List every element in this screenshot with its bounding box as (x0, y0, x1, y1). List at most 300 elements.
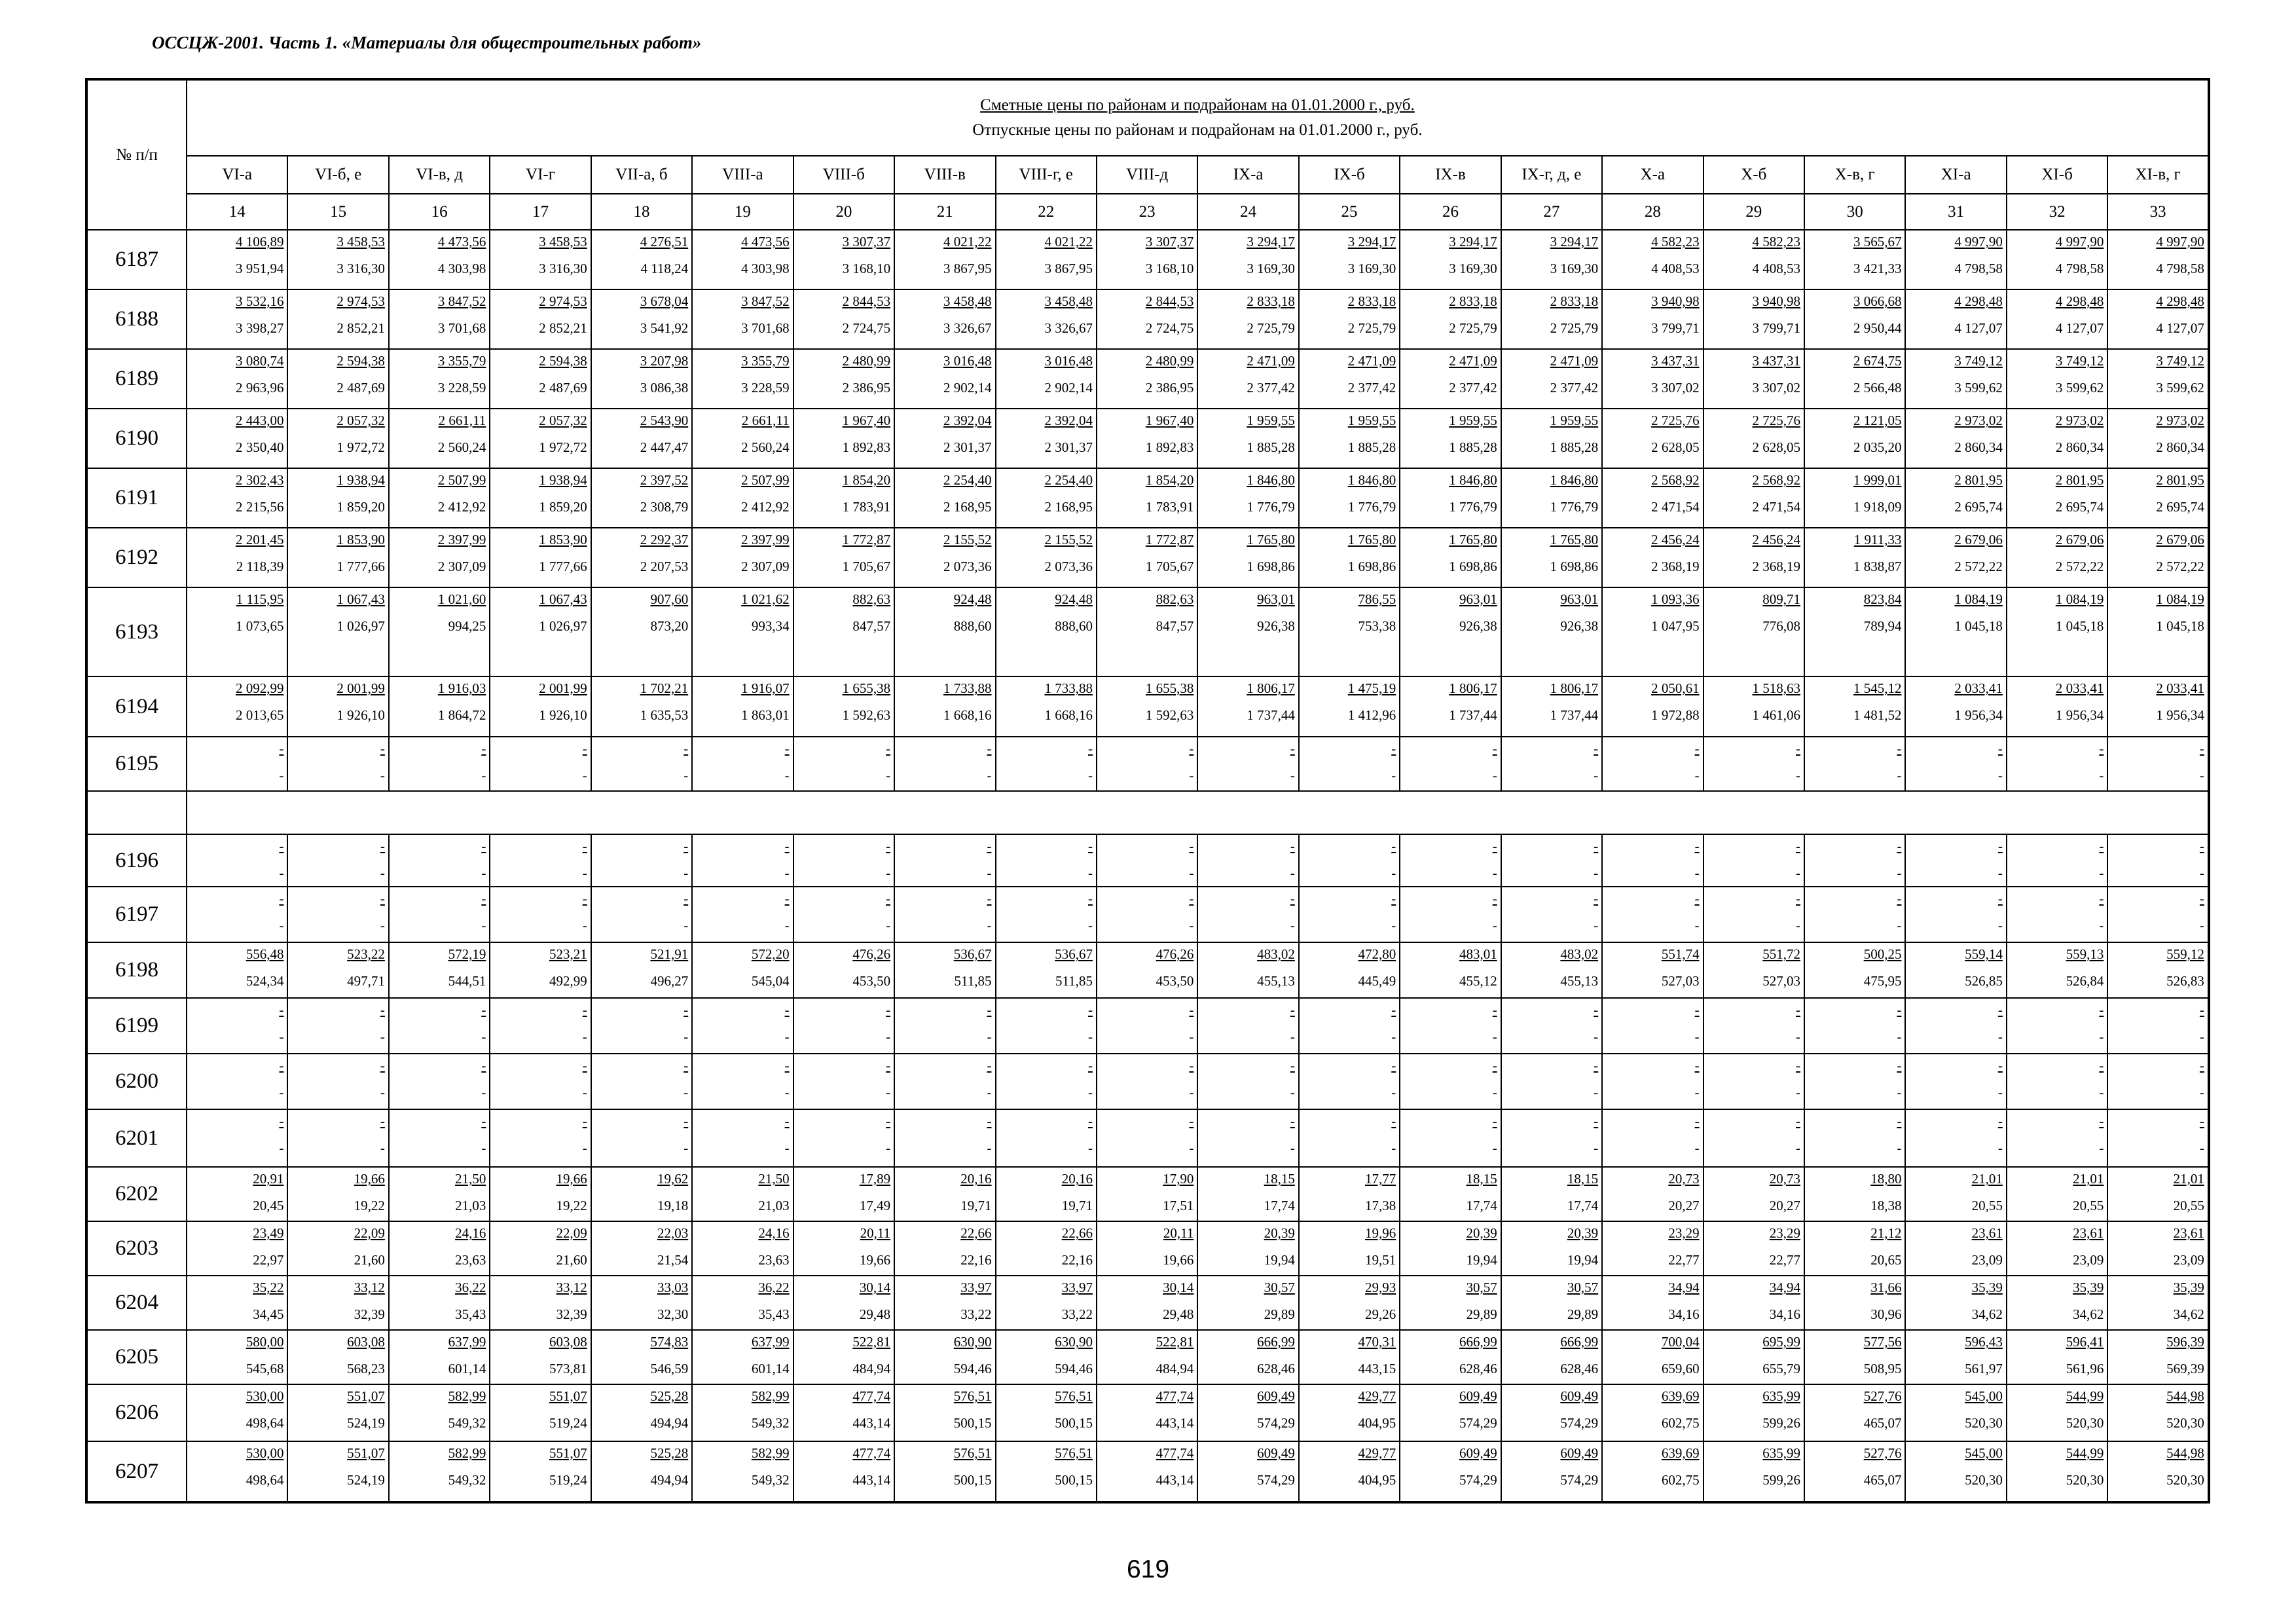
estimated-price: 666,99 (1459, 1334, 1497, 1350)
estimated-price: 1 765,80 (1247, 532, 1295, 547)
estimated-price: - (2099, 1058, 2104, 1073)
estimated-price: 1 846,80 (1550, 472, 1599, 488)
price-cell (1804, 676, 1905, 737)
estimated-price: 1 967,40 (842, 413, 891, 428)
price-cell (793, 409, 894, 468)
price-cell (490, 1330, 591, 1384)
release-price: 594,46 (953, 1361, 992, 1376)
release-price: - (1897, 767, 1902, 783)
release-price: - (2099, 767, 2104, 783)
release-price: 443,14 (1156, 1415, 1194, 1431)
estimated-price: 24,16 (455, 1225, 486, 1241)
price-cell (996, 1441, 1097, 1502)
row-number: 6194 (86, 676, 187, 737)
region-header: VI-г (490, 156, 591, 194)
price-cell (1400, 1054, 1501, 1109)
estimated-price: 551,72 (1762, 946, 1800, 962)
estimated-price: 2 456,24 (1651, 532, 1700, 547)
estimated-price: - (2099, 741, 2104, 756)
price-cell (1197, 942, 1298, 998)
price-cell (1097, 528, 1197, 587)
release-price: 4 408,53 (1651, 261, 1700, 276)
release-price: - (1492, 1029, 1497, 1044)
release-price: 2 301,37 (1044, 439, 1093, 455)
release-price: 2 560,24 (741, 439, 790, 455)
release-price: 2 487,69 (539, 380, 587, 396)
release-price: 1 045,18 (2055, 618, 2104, 634)
price-cell (187, 349, 287, 409)
release-price: 628,46 (1459, 1361, 1497, 1376)
release-price: 30,96 (1870, 1306, 1902, 1322)
price-cell (996, 587, 1097, 676)
price-cell (2107, 942, 2209, 998)
price-cell (692, 1054, 793, 1109)
price-cell (2107, 1167, 2209, 1221)
column-number: 28 (1602, 194, 1703, 230)
price-cell (894, 468, 995, 528)
price-cell (490, 1167, 591, 1221)
estimated-price: - (279, 1002, 284, 1018)
estimated-price: 525,28 (650, 1388, 689, 1404)
estimated-price: 23,61 (2073, 1225, 2104, 1241)
release-price: 1 885,28 (1247, 439, 1295, 455)
price-cell (1400, 1167, 1501, 1221)
estimated-price: - (1694, 1113, 1700, 1129)
estimated-price: 2 392,04 (1044, 413, 1093, 428)
estimated-price: 2 833,18 (1449, 293, 1497, 309)
price-cell (187, 1167, 287, 1221)
price-cell (389, 230, 490, 289)
release-price: 2 852,21 (337, 320, 385, 336)
price-cell (591, 289, 692, 349)
release-price: 1 776,79 (1247, 499, 1295, 515)
price-cell (1299, 230, 1400, 289)
release-prices-title: Отпускные цены по районам и подрайонам на 01.01.2000 г., руб. (972, 121, 1423, 139)
price-cell (2007, 1109, 2107, 1167)
price-cell (1299, 834, 1400, 887)
release-price: 776,08 (1762, 618, 1800, 634)
estimated-price: 2 033,41 (2156, 680, 2204, 696)
release-price: 527,03 (1661, 973, 1700, 989)
price-cell (996, 887, 1097, 942)
estimated-price: - (1594, 891, 1599, 906)
estimated-price: - (1189, 1113, 1194, 1129)
price-cell (1299, 1384, 1400, 1441)
release-price: 524,19 (347, 1415, 385, 1431)
price-cell (2107, 1276, 2209, 1330)
price-cell (692, 230, 793, 289)
release-price: 29,89 (1466, 1306, 1497, 1322)
price-cell (2107, 1330, 2209, 1384)
estimated-price: 4 298,48 (2156, 293, 2204, 309)
price-cell (1704, 409, 1804, 468)
price-cell (490, 834, 591, 887)
release-price: 1 776,79 (1347, 499, 1396, 515)
price-cell (187, 942, 287, 998)
price-cell (1804, 468, 1905, 528)
region-header: IX-в (1400, 156, 1501, 194)
row-number-header: № п/п (86, 79, 187, 230)
price-cell (287, 1276, 388, 1330)
estimated-price: 2 001,99 (539, 680, 587, 696)
estimated-price: 786,55 (1358, 591, 1396, 607)
price-cell (996, 942, 1097, 998)
release-price: - (481, 1140, 486, 1156)
estimated-prices-title: Сметные цены по районам и подрайонам на 01.01.2000 г., руб. (980, 96, 1415, 114)
estimated-price: 1 655,38 (1145, 680, 1194, 696)
release-price: 4 303,98 (741, 261, 790, 276)
price-cell (1097, 1441, 1197, 1502)
price-cell (1097, 230, 1197, 289)
estimated-price: 609,49 (1257, 1388, 1295, 1404)
release-price: - (683, 917, 689, 933)
release-price: 1 668,16 (1044, 707, 1093, 723)
release-price: 1 926,10 (539, 707, 587, 723)
estimated-price: 1 655,38 (842, 680, 891, 696)
release-price: 1 073,65 (235, 618, 284, 634)
release-price: 2 860,34 (2156, 439, 2204, 455)
estimated-price: 1 702,21 (640, 680, 689, 696)
price-cell (793, 834, 894, 887)
release-price: 1 737,44 (1449, 707, 1497, 723)
estimated-price: - (1897, 1058, 1902, 1073)
estimated-price: 3 294,17 (1550, 234, 1599, 249)
estimated-price: 2 973,02 (2156, 413, 2204, 428)
release-price: 3 599,62 (1954, 380, 2003, 396)
release-price: 549,32 (751, 1415, 790, 1431)
estimated-price: 35,39 (2173, 1280, 2204, 1295)
estimated-price: - (1391, 838, 1396, 854)
estimated-price: 630,90 (953, 1334, 992, 1350)
price-cell (389, 1167, 490, 1221)
price-cell (1197, 409, 1298, 468)
release-price: 443,14 (852, 1472, 891, 1488)
price-cell (1905, 676, 2006, 737)
estimated-price: 4 997,90 (2156, 234, 2204, 249)
release-price: 29,48 (1163, 1306, 1194, 1322)
estimated-price: 20,39 (1466, 1225, 1497, 1241)
price-cell (1602, 587, 1703, 676)
price-cell (187, 289, 287, 349)
price-cell (1501, 834, 1602, 887)
release-price: 873,20 (650, 618, 689, 634)
estimated-price: 1 765,80 (1550, 532, 1599, 547)
estimated-price: - (1796, 1002, 1800, 1018)
release-price: 546,59 (650, 1361, 689, 1376)
price-cell (490, 587, 591, 676)
release-price: 847,57 (1156, 618, 1194, 634)
estimated-price: - (582, 838, 587, 854)
release-price: 2 215,56 (235, 499, 284, 515)
estimated-price: - (886, 1113, 891, 1129)
release-price: - (1796, 1140, 1800, 1156)
release-price: 2 695,74 (1954, 499, 2003, 515)
row-number: 6197 (86, 887, 187, 942)
release-price: 520,30 (2066, 1472, 2104, 1488)
price-cell (692, 587, 793, 676)
release-price: 404,95 (1358, 1415, 1396, 1431)
price-cell (996, 409, 1097, 468)
estimated-price: 2 302,43 (235, 472, 284, 488)
region-header: XI-в, г (2107, 156, 2209, 194)
release-price: 1 864,72 (437, 707, 486, 723)
price-cell (2107, 289, 2209, 349)
release-price: 4 118,24 (640, 261, 689, 276)
release-price: - (1492, 1084, 1497, 1100)
estimated-price: 1 806,17 (1247, 680, 1295, 696)
release-price: 3 541,92 (640, 320, 689, 336)
estimated-price: 21,01 (2073, 1171, 2104, 1187)
release-price: 2 308,79 (640, 499, 689, 515)
column-number: 31 (1905, 194, 2006, 230)
price-cell (490, 998, 591, 1054)
release-price: 1 956,34 (1954, 707, 2003, 723)
estimated-price: 17,89 (859, 1171, 891, 1187)
estimated-price: - (1694, 838, 1700, 854)
price-cell (1097, 1167, 1197, 1221)
price-cell (1400, 1221, 1501, 1276)
estimated-price: 4 021,22 (943, 234, 992, 249)
price-cell (692, 1276, 793, 1330)
estimated-price: - (886, 838, 891, 854)
price-cell (389, 1109, 490, 1167)
price-cell (2007, 1276, 2107, 1330)
price-cell (591, 887, 692, 942)
price-cell (1400, 1276, 1501, 1330)
estimated-price: - (1694, 1058, 1700, 1073)
release-price: - (1997, 1084, 2003, 1100)
estimated-price: - (582, 1002, 587, 1018)
price-cell (894, 528, 995, 587)
estimated-price: - (582, 1058, 587, 1073)
release-price: 2 301,37 (943, 439, 992, 455)
release-price: - (1796, 1084, 1800, 1100)
estimated-price: 20,16 (960, 1171, 992, 1187)
estimated-price: - (1290, 838, 1295, 854)
price-cell (1097, 1054, 1197, 1109)
price-cell (2007, 1330, 2107, 1384)
table-row (86, 1167, 2209, 1221)
estimated-price: 19,66 (354, 1171, 385, 1187)
release-price: 494,94 (650, 1472, 689, 1488)
price-cell (996, 289, 1097, 349)
estimated-price: 1 854,20 (1145, 472, 1194, 488)
estimated-price: - (886, 1058, 891, 1073)
price-cell (490, 1384, 591, 1441)
estimated-price: 18,80 (1870, 1171, 1902, 1187)
estimated-price: 2 674,75 (1853, 353, 1902, 369)
estimated-price: 2 001,99 (337, 680, 385, 696)
price-cell (996, 998, 1097, 1054)
estimated-price: 924,48 (1055, 591, 1093, 607)
price-cell (1501, 230, 1602, 289)
price-cell (187, 587, 287, 676)
release-price: 1 926,10 (337, 707, 385, 723)
estimated-price: 477,74 (852, 1388, 891, 1404)
estimated-price: 2 033,41 (1954, 680, 2003, 696)
price-cell (1400, 1384, 1501, 1441)
release-price: - (481, 1084, 486, 1100)
price-cell (1905, 1054, 2006, 1109)
release-price: - (1391, 767, 1396, 783)
release-price: - (279, 767, 284, 783)
estimated-price: 1 967,40 (1145, 413, 1194, 428)
estimated-price: 637,99 (448, 1334, 486, 1350)
price-cell (1400, 998, 1501, 1054)
price-cell (1602, 1109, 1703, 1167)
release-price: - (1997, 1140, 2003, 1156)
estimated-price: 3 458,48 (943, 293, 992, 309)
release-price: - (1087, 1029, 1093, 1044)
release-price: 484,94 (852, 1361, 891, 1376)
price-cell (1602, 887, 1703, 942)
price-cell (389, 1221, 490, 1276)
estimated-price: 33,12 (556, 1280, 587, 1295)
estimated-price: 33,03 (657, 1280, 689, 1295)
estimated-price: 1 959,55 (1449, 413, 1497, 428)
estimated-price: 1 067,43 (337, 591, 385, 607)
release-price: 1 698,86 (1247, 559, 1295, 574)
release-price: 4 798,58 (2156, 261, 2204, 276)
price-cell (1197, 1330, 1298, 1384)
price-cell (894, 1054, 995, 1109)
price-cell (793, 998, 894, 1054)
release-price: 1 859,20 (337, 499, 385, 515)
release-price: 20,27 (1769, 1198, 1800, 1213)
estimated-price: 2 033,41 (2055, 680, 2104, 696)
release-price: 1 972,88 (1651, 707, 1700, 723)
price-cell (389, 998, 490, 1054)
price-cell (1299, 1109, 1400, 1167)
price-cell (187, 468, 287, 528)
release-price: 520,30 (2066, 1415, 2104, 1431)
price-cell (591, 409, 692, 468)
release-price: 2 168,95 (943, 499, 992, 515)
release-price: 19,51 (1365, 1252, 1396, 1268)
price-cell (490, 1054, 591, 1109)
estimated-price: 963,01 (1257, 591, 1295, 607)
price-cell (1804, 1054, 1905, 1109)
estimated-price: 559,13 (2066, 946, 2104, 962)
price-cell (1197, 834, 1298, 887)
estimated-price: 483,01 (1459, 946, 1497, 962)
column-number: 21 (894, 194, 995, 230)
estimated-price: 582,99 (448, 1445, 486, 1461)
estimated-price: - (784, 1058, 790, 1073)
release-price: 21,60 (556, 1252, 587, 1268)
estimated-price: 1 475,19 (1347, 680, 1396, 696)
estimated-price: 1 021,60 (437, 591, 486, 607)
price-cell (1704, 468, 1804, 528)
price-cell (1905, 528, 2006, 587)
price-cell (894, 998, 995, 1054)
estimated-price: - (1189, 1058, 1194, 1073)
price-cell (1501, 1330, 1602, 1384)
release-price: - (1594, 1029, 1599, 1044)
release-price: 33,22 (960, 1306, 992, 1322)
region-header: IX-б (1299, 156, 1400, 194)
estimated-price: 429,77 (1358, 1445, 1396, 1461)
release-price: - (582, 1140, 587, 1156)
release-price: 574,29 (1257, 1472, 1295, 1488)
release-price: 32,30 (657, 1306, 689, 1322)
estimated-price: 1 938,94 (337, 472, 385, 488)
estimated-price: 527,76 (1863, 1388, 1902, 1404)
estimated-price: - (2199, 891, 2204, 906)
release-price: 498,64 (246, 1472, 284, 1488)
release-price: 1 698,86 (1449, 559, 1497, 574)
price-cell (1905, 942, 2006, 998)
table-row (86, 587, 2209, 676)
release-price: - (1694, 1029, 1700, 1044)
estimated-price: 3 458,48 (1044, 293, 1093, 309)
estimated-price: 3 565,67 (1853, 234, 1902, 249)
release-price: 1 972,72 (337, 439, 385, 455)
price-cell (894, 1330, 995, 1384)
price-cell (490, 942, 591, 998)
price-cell (1501, 1441, 1602, 1502)
price-cell (1704, 230, 1804, 289)
estimated-price: - (1492, 891, 1497, 906)
price-cell (1197, 1109, 1298, 1167)
estimated-price: 523,22 (347, 946, 385, 962)
price-cell (1501, 587, 1602, 676)
price-cell (389, 1441, 490, 1502)
estimated-price: - (886, 891, 891, 906)
release-price: 1 481,52 (1853, 707, 1902, 723)
estimated-price: - (1997, 1113, 2003, 1129)
release-price: 484,94 (1156, 1361, 1194, 1376)
estimated-price: - (987, 741, 992, 756)
release-price: 1 863,01 (741, 707, 790, 723)
estimated-price: 35,22 (253, 1280, 284, 1295)
column-number: 30 (1804, 194, 1905, 230)
release-price: 526,84 (2066, 973, 2104, 989)
release-price: - (987, 1084, 992, 1100)
price-cell (1400, 1441, 1501, 1502)
estimated-price: 3 847,52 (437, 293, 486, 309)
release-price: 993,34 (751, 618, 790, 634)
release-price: - (1189, 1140, 1194, 1156)
estimated-price: 603,08 (347, 1334, 385, 1350)
price-cell (591, 834, 692, 887)
release-price: 3 799,71 (1752, 320, 1800, 336)
release-price: 2 724,75 (1145, 320, 1194, 336)
estimated-price: 2 057,32 (539, 413, 587, 428)
release-price: - (987, 1140, 992, 1156)
estimated-price: - (987, 1002, 992, 1018)
release-price: - (1189, 767, 1194, 783)
price-cell (894, 230, 995, 289)
estimated-price: 2 594,38 (539, 353, 587, 369)
estimated-price: - (1189, 1002, 1194, 1018)
estimated-price: - (1087, 1113, 1093, 1129)
release-price: 1 592,63 (1145, 707, 1194, 723)
release-price: - (1594, 1140, 1599, 1156)
release-price: - (1391, 865, 1396, 881)
price-cell (2107, 1384, 2209, 1441)
release-price: 2 207,53 (640, 559, 689, 574)
estimated-price: 3 940,98 (1752, 293, 1800, 309)
estimated-price: 907,60 (650, 591, 689, 607)
release-price: 1 885,28 (1550, 439, 1599, 455)
release-price: 2 377,42 (1449, 380, 1497, 396)
price-cell (1704, 1054, 1804, 1109)
estimated-price: 522,81 (852, 1334, 891, 1350)
price-cell (1097, 1109, 1197, 1167)
price-cell (1197, 1054, 1298, 1109)
release-price: 4 798,58 (2055, 261, 2104, 276)
